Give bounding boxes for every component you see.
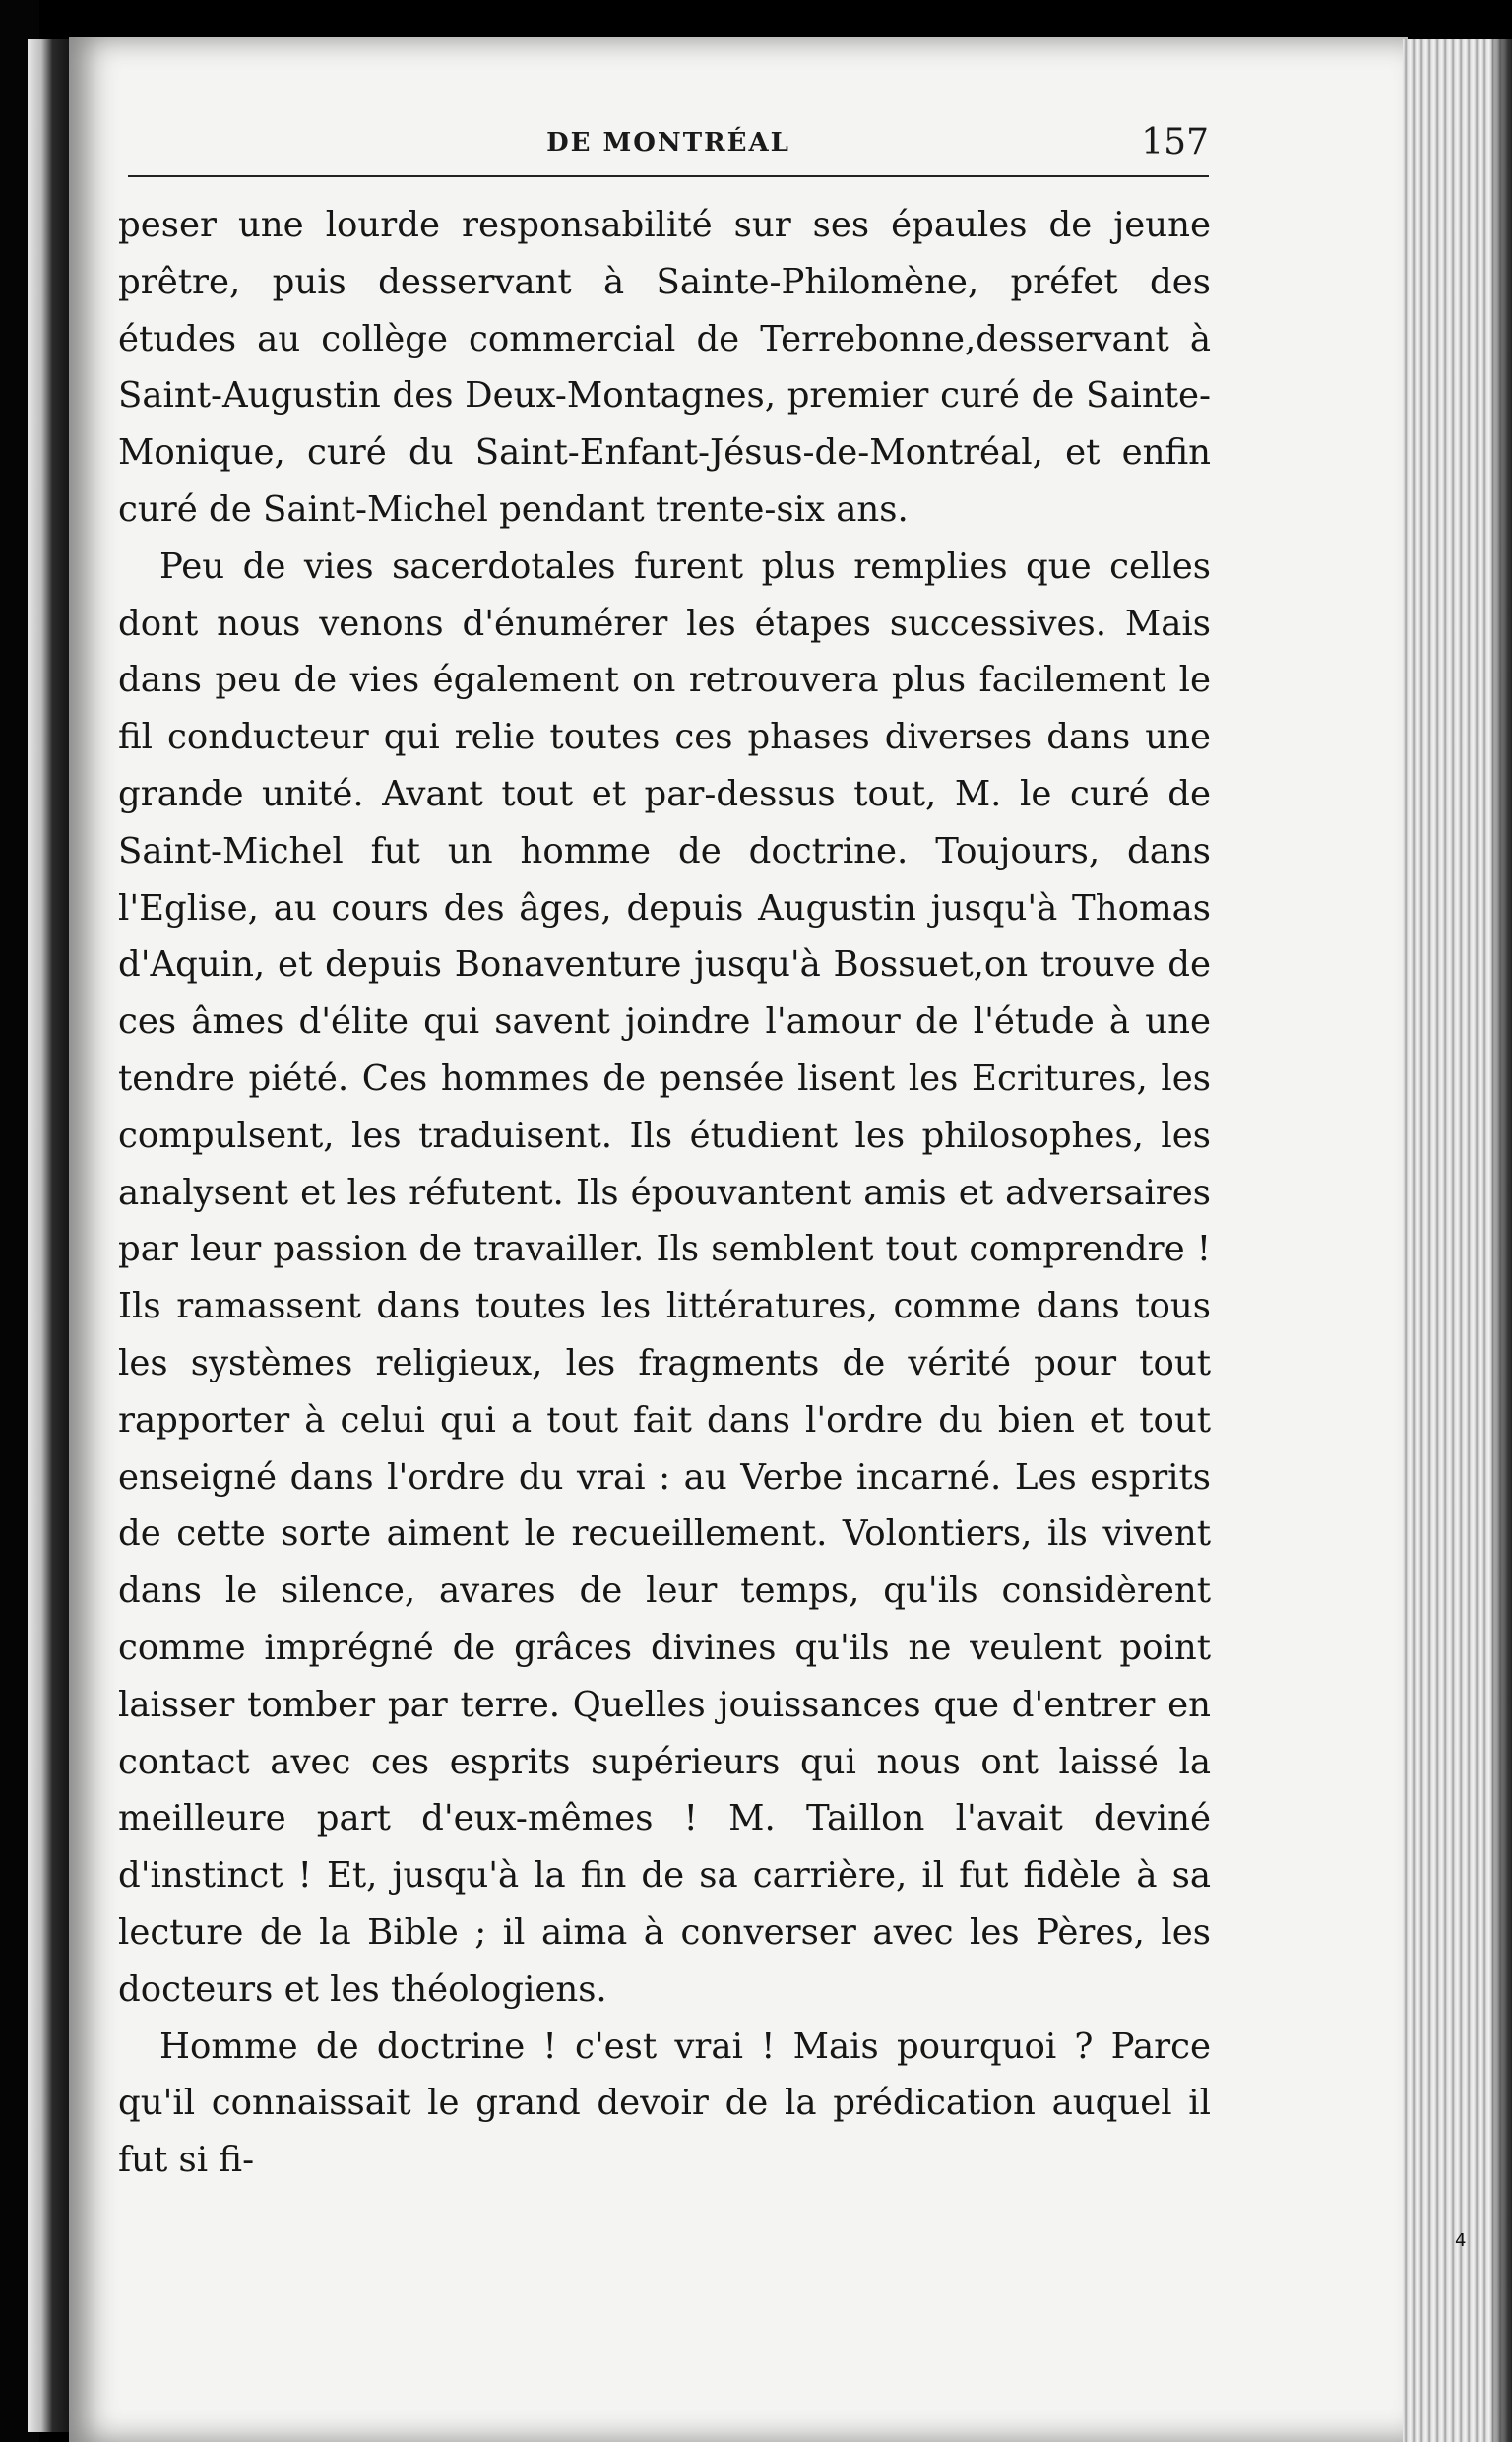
header-rule [128, 175, 1209, 177]
page-edge-mark: 4 [1455, 2230, 1467, 2251]
running-header [128, 120, 1209, 179]
body-text [118, 197, 1211, 2189]
page-gutter-curl [28, 39, 73, 2432]
paragraph-1: peser une lourde responsabilité sur ses épaules de jeune prêtre, puis desservant à Sainte-Philomène, préfet des études au collège commercial de Terrebonne,desservant à Saint-Augustin des Deux-Montagnes, premier curé de Sainte-Monique, curé du Saint-Enfant-Jésus-de-Montréal, et enfin curé de Saint-Michel pendant trente-six ans. [118, 205, 1211, 530]
running-title: DE MONTRÉAL [546, 128, 790, 158]
page-number: 157 [1141, 122, 1209, 162]
paragraph-3: Homme de doctrine ! c'est vrai ! Mais pourquoi ? Parce qu'il connaissait le grand devoir de la prédication auquel il fut si fi- [118, 2025, 1211, 2181]
paragraph-2: Peu de vies sacerdotales furent plus remplies que celles dont nous venons d'énumérer les étapes successives. Mais dans peu de vies également on retrouvera plus facilement le fil conducteur qui relie toutes ces phases diverses dans une grande unité. Avant tout et par-dessus tout, M. le curé de Saint-Michel fut un homme de doctrine. Toujours, dans l'Eglise, au cours des âges, depuis Augustin jusqu'à Thomas d'Aquin, et depuis Bonaventure jusqu'à Bossuet,on trouve de ces âmes d'élite qui savent joindre l'amour de l'étude à une tendre piété. Ces hommes de pensée lisent les Ecritures, les compulsent, les traduisent. Ils étudient les philosophes, les analysent et les réfutent. Ils épouvantent amis et adversaires par leur passion de travailler. Ils semblent tout comprendre ! Ils ramassent dans toutes les littératures, comme dans tous les systèmes religieux, les fragments de vérité pour tout rapporter à celui qui a tout fait dans l'ordre du bien et tout enseigné dans l'ordre du vrai : au Verbe incarné. Les esprits de cette sorte aiment le recueillement. Volontiers, ils vivent dans le silence, avares de leur temps, qu'ils considèrent comme imprégné de grâces divines qu'ils ne veulent point laisser tomber par terre. Quelles jouissances que d'entrer en contact avec ces esprits supérieurs qui nous ont laissé la meilleure part d'eux-mêmes ! M. Taillon l'avait deviné d'instinct ! Et, jusqu'à la fin de sa carrière, il fut fidèle à sa lecture de la Bible ; il aima à converser avec les Pères, les docteurs et les théologiens. [118, 546, 1211, 2010]
book-page-edges [1403, 39, 1512, 2442]
